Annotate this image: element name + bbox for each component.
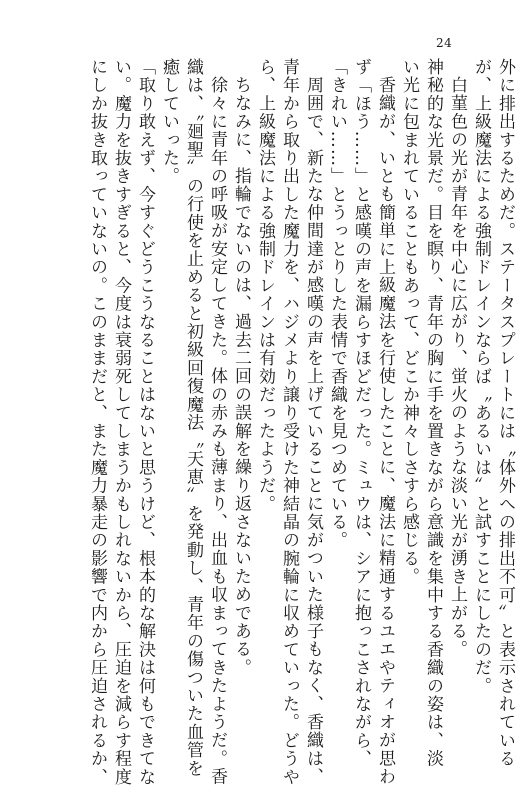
text-line: ちなみに、指輪でないのは、過去二回の誤解を繰り返さないためである。 [231,76,251,677]
text-line: にしか抜き取っていないの。このままだと、また魔力暴走の影響で内から圧迫されるか、 [87,58,107,786]
text-line: が、上級魔法による強制ドレインならば〝あるいは〟と試すことにしたのだ。 [471,58,491,695]
text-line: 織は、〝廻聖〟の行使を止めると初級回復魔法〝天恵〟を発動し、青年の傷ついた血管を [183,58,203,778]
page-number: 24 [436,36,453,50]
text-line: 周囲で、新たな仲間達が感嘆の声を上げていることに気がついた様子もなく、香織は、 [303,76,323,786]
text-line: 神秘的な光景だ。目を瞑り、青年の胸に手を置きながら意識を集中する香織の姿は、淡 [423,58,443,768]
text-line: い。魔力を抜きすぎると、今度は衰弱死してしまうかもしれないから、圧迫を減らす程度 [111,58,131,786]
text-line: い光に包まれていることもあって、どこか神々しさすら感じる。 [399,58,419,586]
text-line: 青年から取り出した魔力を、ハジメより譲り受けた神結晶の腕輪に収めていった。どうや [279,58,299,786]
text-line: 徐々に青年の呼吸が安定してきた。体の赤みも薄まり、出血も収まってきたようだ。香 [207,76,227,786]
text-line: ら、上級魔法による強制ドレインは有効だったようだ。 [255,58,275,513]
text-line: 「きれい……」とうっとりした表情で香織を見つめている。 [327,58,347,550]
text-line: ず「ほう……」と感嘆の声を漏らすほどだった。ミュウは、シアに抱っこされながら、 [351,58,371,768]
text-line: 「取り敢えず、今すぐどうこうなることはないと思うけど、根本的な解決は何もできてな [135,58,155,786]
text-line: 香織が、いとも簡単に上級魔法を行使したことに、魔法に精通するユエやティオが思わ [375,76,395,786]
text-line: 外に排出するためだ。ステータスプレートには〝体外への排出不可〟と表示されている [495,58,515,768]
text-line: 癒していった。 [159,58,179,186]
text-line: 白菫色の光が青年を中心に広がり、蛍火のような淡い光が湧き上がる。 [447,76,467,659]
